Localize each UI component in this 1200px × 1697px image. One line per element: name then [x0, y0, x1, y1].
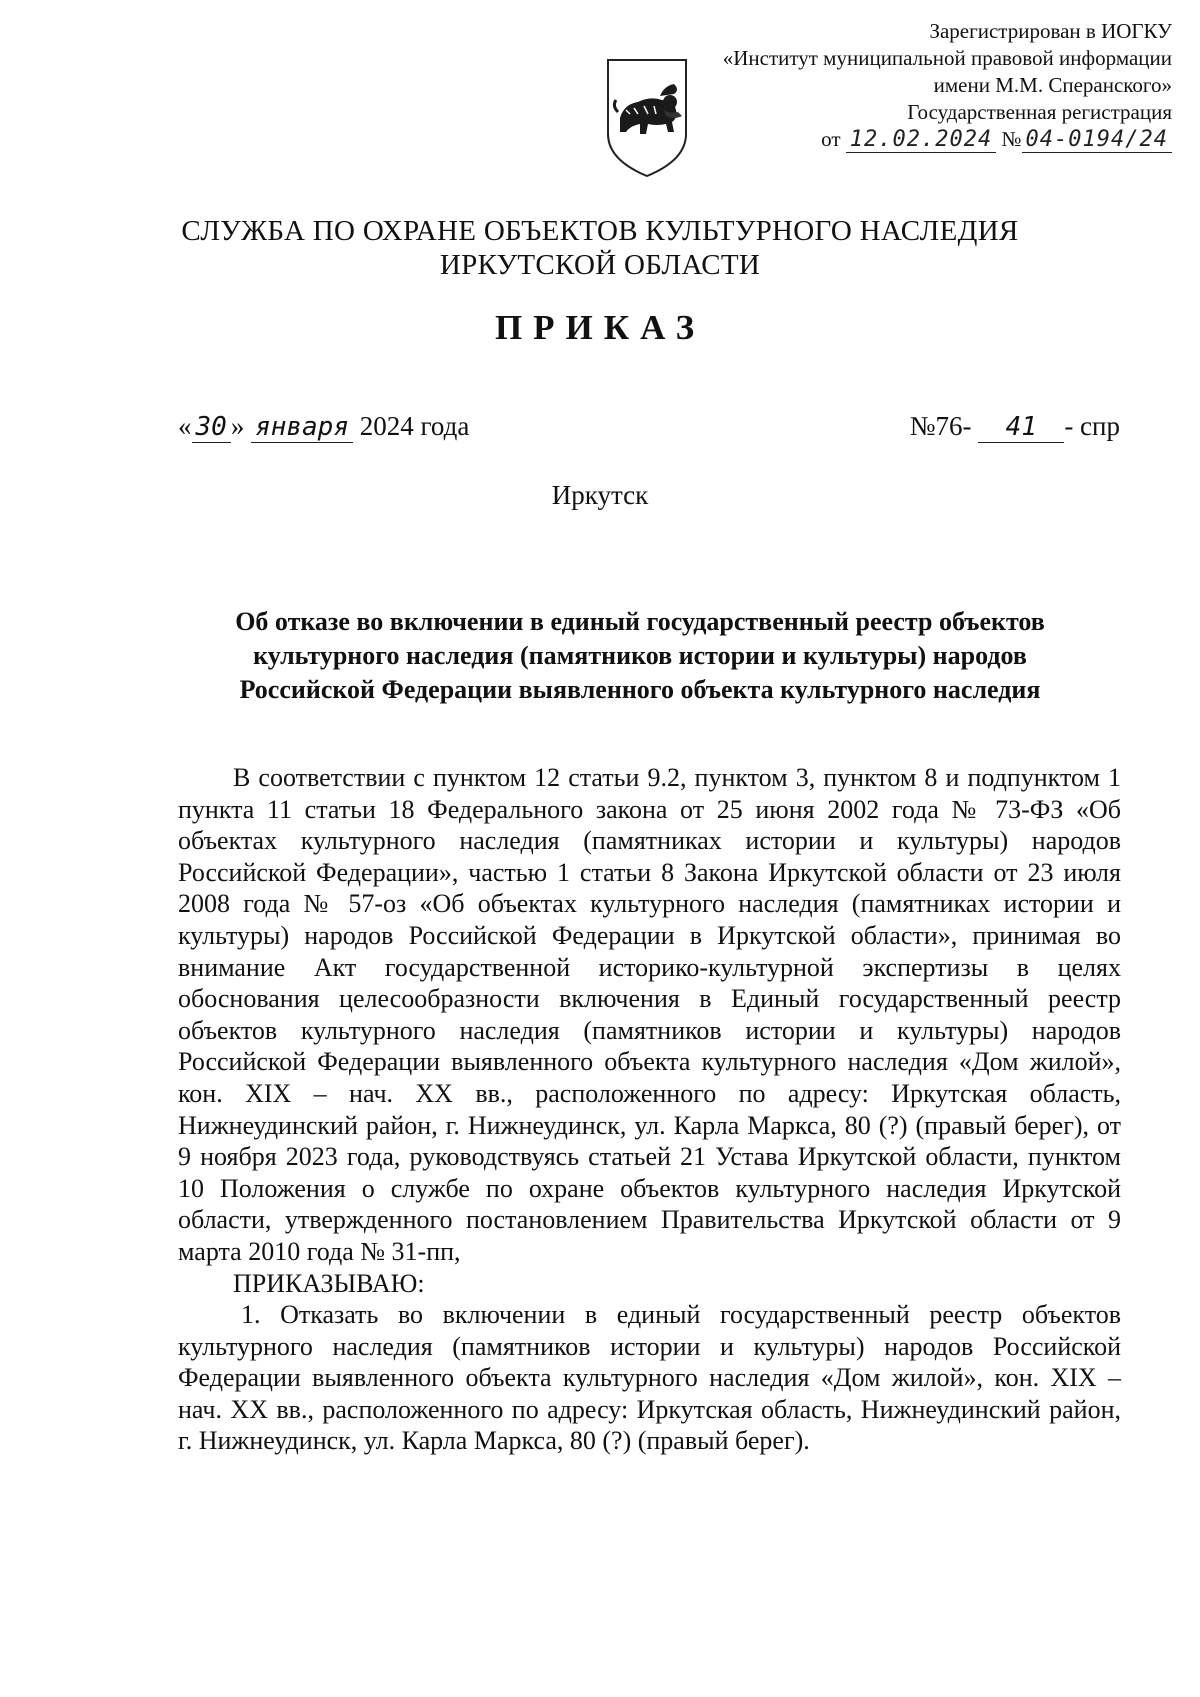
- date-day-handwritten: 30: [192, 412, 231, 443]
- registration-line: Государственная регистрация: [907, 100, 1172, 124]
- subject-line: Российской Федерации выявленного объекта культурного наследия: [239, 675, 1041, 704]
- order-directive: ПРИКАЗЫВАЮ:: [233, 1268, 425, 1298]
- registration-date-prefix: от: [821, 127, 841, 151]
- number-handwritten: 41: [978, 412, 1064, 443]
- date-year: 2024 года: [359, 411, 470, 441]
- agency-name-line: СЛУЖБА ПО ОХРАНЕ ОБЪЕКТОВ КУЛЬТУРНОГО НАСЛЕДИЯ: [181, 215, 1019, 247]
- date-month-handwritten: января: [251, 412, 353, 443]
- registration-number-handwritten: 04-0194/24: [1022, 127, 1172, 153]
- registration-number-prefix: №: [1001, 127, 1022, 151]
- order-date: [178, 411, 469, 442]
- number-suffix: - спр: [1064, 411, 1120, 441]
- date-close-quote: »: [230, 411, 245, 441]
- order-body: [178, 762, 1121, 1457]
- preamble-paragraph: В соответствии с пунктом 12 статьи 9.2, пунктом 3, пунктом 8 и подпунктом 1 пункта 11 статьи 18 Федерального закона от 25 июня 2002 года № 73-ФЗ «Об объектах культурного наследия (памятниках истории и культуры) народов Российской Федерации», частью 1 статьи 8 Закона Иркутской области от 23 июля 2008 года № 57-оз «Об объектах культурного наследия (памятниках истории и культуры) народов Российской Федерации в Иркутской области», принимая во внимание Акт государственной историко-культурной экспертизы в целях обоснования целесообразности включения в Единый государственный реестр объектов культурного наследия (памятников истории и культуры) народов Российской Федерации выявленного объекта культурного наследия «Дом жилой», кон. XIX – нач. XX вв., расположенного по адресу: Иркутская область, Нижнеудинский район, г. Нижнеудинск, ул. Карла Маркса, 80 (?) (правый берег), от 9 ноября 2023 года, руководствуясь статьей 21 Устава Иркутской области, пунктом 10 Положения о службе по охране объектов культурного наследия Иркутской области, утвержденного постановлением Правительства Иркутской области от 9 марта 2010 года № 31-пп,: [178, 763, 1121, 1266]
- registration-line: Зарегистрирован в ИОГКУ: [929, 19, 1172, 43]
- order-subject: [170, 605, 1110, 707]
- order-item-1: 1. Отказать во включении в единый государственный реестр объектов культурного наследия (памятников истории и культуры) народов Российской Федерации выявленного объекта культурного наследия «Дом жилой», кон. XIX – нач. XX вв., расположенного по адресу: Иркутская область, Нижнеудинский район, г. Нижнеудинск, ул. Карла Маркса, 80 (?) (правый берег).: [178, 1300, 1121, 1456]
- agency-name-line: ИРКУТСКОЙ ОБЛАСТИ: [439, 249, 761, 281]
- number-prefix: №76-: [909, 411, 972, 441]
- registration-stamp: [652, 18, 1172, 153]
- city-name: Иркутск: [551, 480, 649, 510]
- registration-line: «Институт муниципальной правовой информации: [722, 46, 1172, 70]
- registration-date-number: [652, 126, 1172, 153]
- date-open-quote: «: [178, 411, 192, 441]
- subject-line: Об отказе во включении в единый государственный реестр объектов: [235, 607, 1045, 636]
- agency-name: [0, 214, 1200, 282]
- registration-line: имени М.М. Сперанского»: [933, 73, 1172, 97]
- subject-line: культурного наследия (памятников истории и культуры) народов: [253, 641, 1027, 670]
- document-type-title: ПРИКАЗ: [494, 308, 706, 347]
- registration-date-handwritten: 12.02.2024: [846, 127, 996, 153]
- order-number: [910, 411, 1120, 443]
